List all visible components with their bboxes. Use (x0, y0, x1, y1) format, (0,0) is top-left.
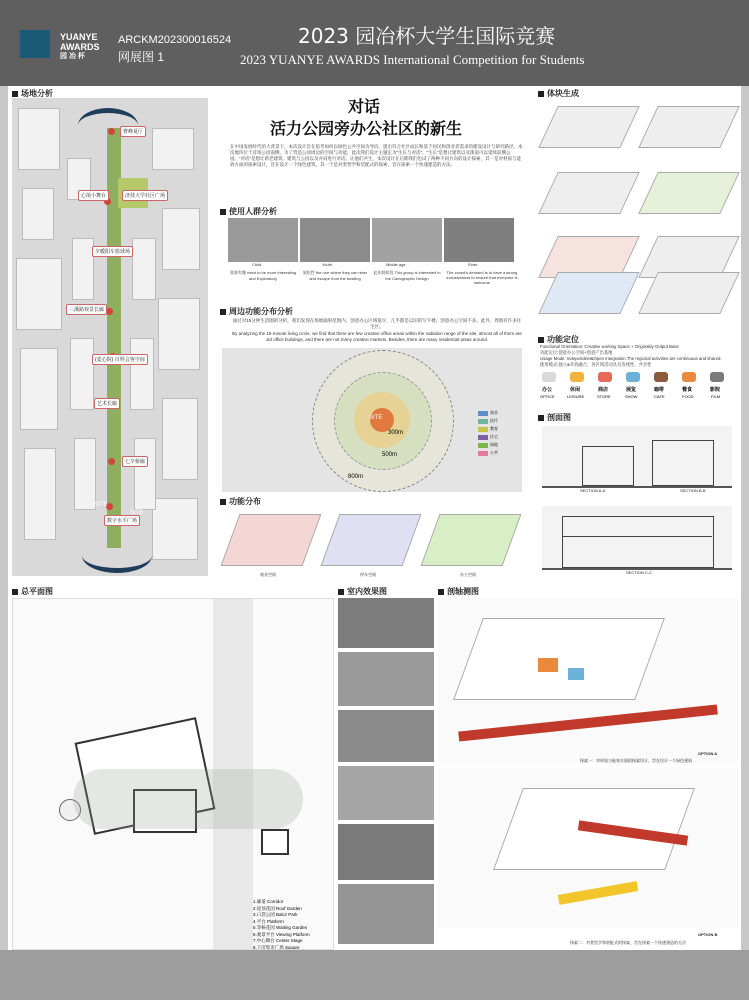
show-icon (626, 372, 640, 382)
ring-800: 800m (348, 474, 364, 480)
func-label: 商业空间 (260, 572, 276, 577)
axon-title-text: 剖轴测图 (447, 587, 479, 596)
film-icon (710, 372, 724, 382)
site-marker: SITE (369, 415, 383, 421)
legend-swatch (478, 419, 488, 424)
func-en-label: FOOD (682, 394, 694, 399)
massing-step-3 (538, 172, 640, 214)
func-label: 办公空间 (460, 572, 476, 577)
legend-label: 医疗 (490, 418, 498, 423)
section-marker-icon (12, 589, 18, 595)
func-en-label: STORE (597, 394, 611, 399)
legend (478, 410, 498, 458)
interior-photo-5 (338, 824, 434, 880)
section-marker-icon (220, 309, 226, 315)
logo-line-2: AWARDS (60, 42, 100, 52)
section-marker-icon (220, 499, 226, 505)
legend-swatch (478, 443, 488, 448)
section-label: SECTION C-C (626, 570, 652, 575)
legend-swatch (478, 451, 488, 456)
map-label: 夕暖阳车篮球场 (92, 246, 133, 257)
legend-swatch (478, 427, 488, 432)
surroundings-title (220, 306, 293, 317)
interior-photo-3 (338, 710, 434, 762)
persona-youth (300, 218, 370, 262)
map-label: 济技大学社区广场 (122, 190, 168, 201)
section-c-drawing (542, 506, 732, 570)
surroundings-text-en: By analyzing the 15-minute living circle, we find that there are few creative office areas within the radiation range of the site, almost all of them are old office buildings, and there are not many creative markets. Besides, there are many residential areas around. (232, 331, 522, 342)
axon-section (438, 586, 479, 597)
func-cn-label: 办公 (542, 387, 553, 393)
master-plan (12, 598, 334, 950)
interior-photo-2 (338, 652, 434, 706)
competition-title-en: 2023 YUANYE AWARDS International Competition for Students (240, 52, 585, 67)
axon-building-a (453, 618, 665, 700)
map-label: 三溪路观景长廊 (66, 304, 107, 315)
func-cn-label: 展览 (626, 387, 637, 393)
legend-label: 住宅 (490, 434, 498, 439)
section-label: SECTION A-A (580, 488, 606, 493)
persona-middle (372, 218, 442, 262)
section-marker-icon (538, 337, 544, 343)
option-b-label: OPTION B (698, 932, 718, 937)
building-c (261, 829, 289, 855)
axon-title (438, 586, 479, 597)
site-label: SITE (130, 510, 144, 516)
legend-label: 绿地 (490, 442, 498, 447)
group-label: Middle age (386, 262, 406, 267)
title-dialogue: 对话 (348, 97, 381, 116)
users-title (220, 206, 277, 217)
legend-label: 商业 (490, 410, 498, 415)
section-marker-icon (12, 91, 18, 97)
func-en-label: CAFE (654, 394, 665, 399)
massing-step-7 (538, 272, 640, 314)
func-cn-label: 影院 (710, 387, 721, 393)
persona-caption: 需要有趣 need to be more Interesting and Exploratory (229, 270, 297, 281)
massing-title-text: 体块生成 (547, 89, 579, 98)
massing-step-8 (638, 272, 740, 314)
map-label: 艺术长廊 (94, 398, 120, 409)
red-walkway (458, 704, 718, 741)
func-dist-title-text: 功能分布 (229, 497, 261, 506)
option-a-caption: 探索一：对材质与能效方面的探索设计，旨在设计一个绿色建筑 (580, 758, 692, 763)
massing-step-2 (638, 106, 740, 148)
func-label: 停车空间 (360, 572, 376, 577)
site-analysis-title-text: 场地分析 (21, 89, 53, 98)
persona-caption: 放松性 the one where they can relax and escape from the bustling (302, 270, 368, 281)
surroundings-section (220, 306, 293, 317)
surroundings-title-text: 周边功能分布分析 (229, 307, 293, 316)
sections-section (538, 412, 571, 423)
users-title-text: 使用人群分析 (229, 207, 277, 216)
massing-title (538, 88, 579, 99)
site-label: SITE (94, 502, 108, 508)
section-marker-icon (438, 589, 444, 595)
intro-text: 在中国发展时代的大背景下，本次设计旨在思考如何以绿色公共空间为导向，提出符合社区成长和基于居民和创业者需求的建设设计与研究路径。本次地块位于首场公园南侧，为了营造公园周边的空间与功能，此次我们设计主题定为“生长与对话”、“生长”是想让建筑以及街道可以延续前侧公园，“对话”是想让新老建筑、建筑与公园以及并肩进行对话。让他们共生，本次设计在后期我们也试了两种不同方向的设计探索，其一是对材质与能效方面的探索设计，旨在设计一个绿色建筑，其一个是对类型学和装配式的探索，旨在探索一个快速建造的方法。 (230, 144, 523, 167)
section-marker-icon (538, 91, 544, 97)
func-dist-section (220, 496, 261, 507)
ring-500: 500m (382, 452, 398, 458)
plan-legend-item: 6.观景平台 Viewing Platform (253, 931, 310, 937)
section-label: SECTION B-B (680, 488, 706, 493)
section-marker-icon (538, 415, 544, 421)
func-en-label: OFFICE (540, 394, 555, 399)
plan-legend-item: 4.平台 Platform (253, 918, 284, 924)
option-b-caption: 探索二：对类型学和装配式的探索，旨在探索一个快速建造的方法 (570, 940, 686, 945)
massing-step-1 (538, 106, 640, 148)
function-line-3: Usage Mode: Independent&Open Integration.The regional activities are continuous and shared. (540, 356, 722, 361)
map-label: 数字水平广场 (104, 515, 140, 526)
food-icon (682, 372, 696, 382)
option-a-label: OPTION A (698, 751, 718, 756)
function-line-4: 使用模式:独立&开放融合，各区域活动具有连续性、共享性 (540, 362, 652, 367)
logo-line-1: YUANYE (60, 32, 98, 42)
yuanye-logo-icon (20, 30, 50, 58)
site-map (12, 98, 208, 576)
function-line-2: 功能定位:创意办公空间+创意产出基地 (540, 350, 613, 355)
competition-title-cn: 2023 园冶杯大学生国际竞赛 (298, 24, 556, 48)
legend-label: 公共 (490, 450, 498, 455)
persona-caption: 此年龄阶段 This group is interested in the Cartographic Design (373, 270, 441, 281)
func-cn-label: 商店 (598, 387, 609, 393)
func-en-label: FILM (711, 394, 721, 399)
interior-title-text: 室内效果图 (347, 587, 387, 596)
massing-section (538, 88, 579, 99)
sheet-label: 网展图 1 (118, 50, 165, 64)
cafe-icon (654, 372, 668, 382)
massing-step-4 (638, 172, 740, 214)
map-label: (麦心院) 百姓会客空间 (92, 354, 148, 365)
persona-child (228, 218, 298, 262)
interior-photo-1 (338, 598, 434, 648)
interior-section (338, 586, 387, 597)
office-icon (542, 372, 556, 382)
function-position-title-text: 功能定位 (547, 335, 579, 344)
interior-photo-4 (338, 766, 434, 820)
plan-legend-item: 7.中心舞台 Center Stage (253, 938, 303, 943)
surroundings-text-cn: 通过对15分钟生活圈的分析，我们发现在场地辐射范围内，创意办公区域很少，几乎都是以旧的写字楼。创意办公空间不多。此外，周围有许多住宅区。 (232, 318, 522, 329)
plan-legend-item: 1.廊道 Corridor (253, 899, 284, 904)
section-marker-icon (220, 209, 226, 215)
plan-title (12, 586, 53, 597)
iso-parking (321, 514, 422, 566)
plan-legend (253, 899, 310, 950)
entry-code: ARCKM202300016524 (118, 34, 232, 46)
persona-elder (444, 218, 514, 262)
iso-commercial (221, 514, 322, 566)
axon-option-a (438, 598, 738, 763)
func-en-label: LEISURE (567, 394, 585, 399)
sections-title (538, 412, 571, 423)
func-cn-label: 休闲 (570, 387, 581, 393)
group-label: Youth (322, 262, 333, 267)
sections-title-text: 剖面图 (547, 413, 571, 422)
title-subtitle: 活力公园旁办公社区的新生 (270, 119, 463, 138)
plan-section (12, 586, 53, 597)
header-bar (0, 0, 749, 86)
plan-legend-item: 3.口袋公园 Balcz Park (253, 912, 298, 917)
map-label: 曹峰夏厅 (120, 126, 146, 137)
users-section (220, 206, 277, 217)
map-label: 心境小舞台 (78, 190, 109, 201)
logo-text (60, 32, 100, 62)
function-line-1: Functional Orientation: Creative working Space + Originality Output Base (540, 344, 679, 349)
func-en-label: SHOW (625, 394, 638, 399)
legend-label: 教育 (490, 426, 498, 431)
interior-title (338, 586, 387, 597)
logo-line-3: 园 冶 杯 (60, 53, 85, 60)
func-cn-label: 咖啡 (654, 387, 665, 393)
radius-map (222, 348, 522, 492)
plan-legend-item: 8.下沉集市广场 Square (253, 944, 300, 950)
axon-option-b (438, 768, 738, 928)
map-label: 七夕桥廊 (122, 456, 148, 467)
section-marker-icon (338, 589, 344, 595)
persona-caption: The crowd's demand is to have a strong inclusiveness to ensure that everyone is welcome (446, 270, 518, 285)
legend-swatch (478, 435, 488, 440)
leisure-icon (570, 372, 584, 382)
func-cn-label: 餐食 (682, 387, 693, 393)
ring-300: 300m (388, 430, 404, 436)
legend-swatch (478, 411, 488, 416)
func-dist-title (220, 496, 261, 507)
interior-photo-6 (338, 884, 434, 944)
section-a-drawing (542, 426, 732, 488)
iso-office (421, 514, 522, 566)
group-label: Elder (468, 262, 478, 267)
group-label: Child (252, 262, 262, 267)
poster-board (8, 86, 741, 950)
footer-bar (0, 950, 749, 1000)
plan-legend-item: 2.屋顶花园 Roof Garden (253, 905, 302, 911)
plan-title-text: 总平面图 (21, 587, 53, 596)
plan-legend-item: 5.等候花园 Waiting Garden (253, 925, 308, 930)
store-icon (598, 372, 612, 382)
